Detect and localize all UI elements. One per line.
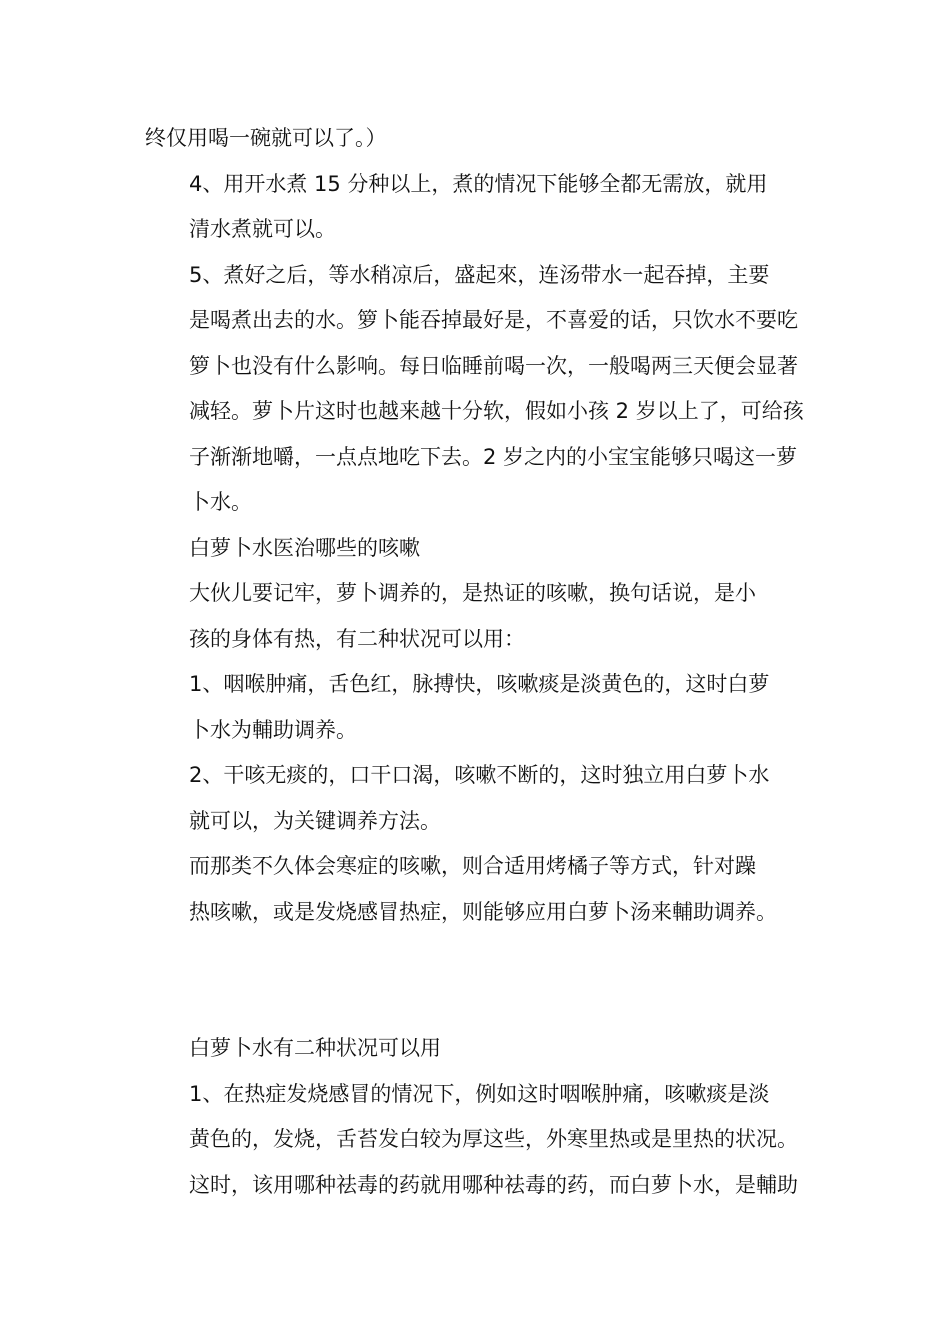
paragraph-step-4: [145, 162, 809, 253]
text-line: 黄色的，发烧，舌苔发白较为厚这些，外寒里热或是里热的状况。: [189, 1127, 798, 1151]
text-line: 2、干咳无痰的，口干口渴，咳嗽不断的，这时独立用白萝卜水: [189, 763, 770, 787]
paragraph-step-5: [145, 253, 809, 526]
text-line: 1、在热症发烧感冒的情况下，例如这时咽喉肿痛，咳嗽痰是淡: [189, 1081, 770, 1106]
text-line: 5、煮好之后，等水稍凉后，盛起來，连汤带水一起吞掉，主要: [189, 262, 770, 287]
text-line: 是喝煮出去的水。箩卜能吞掉最好是，不喜爱的话，只饮水不要吃: [189, 308, 798, 332]
text-line: 白萝卜水有二种状况可以用: [189, 1036, 441, 1060]
text-line: 而那类不久体会寒症的咳嗽，则合适用烤橘子等方式，针对躁: [189, 854, 756, 878]
text-line: 终仅用喝一碗就可以了。）: [145, 126, 387, 150]
paragraph-case-2: [145, 753, 809, 844]
text-line: 减轻。萝卜片这时也越来越十分软，假如小孩 2 岁以上了，可给孩: [189, 399, 804, 423]
paragraph-fever-case: [145, 1072, 809, 1209]
paragraph-case-1: [145, 662, 809, 753]
text-line: 卜水为輔助调养。: [189, 717, 357, 742]
text-line: 子渐渐地嚼，一点点地吃下去。2 岁之内的小宝宝能够只喝这一萝: [189, 444, 798, 469]
text-line: 白萝卜水医治哪些的咳嗽: [189, 535, 420, 560]
text-line: 清水煮就可以。: [189, 217, 336, 241]
section-heading: [145, 526, 809, 572]
text-line: 热咳嗽，或是发烧感冒热症，则能够应用白萝卜汤来輔助调养。: [189, 899, 777, 924]
paragraph-continuation: [145, 116, 809, 162]
document-body: [145, 116, 809, 1208]
text-line: 大伙儿要记牢，萝卜调养的，是热证的咳嗽，换句话说，是小: [189, 581, 756, 605]
text-line: 4、用开水煮 15 分种以上，煮的情况下能够全都无需放，就用: [189, 171, 768, 196]
paragraph-intro: [145, 571, 809, 662]
text-line: 孩的身体有热，有二种状况可以用：: [189, 626, 525, 651]
text-line: 就可以，为关键调养方法。: [189, 808, 441, 833]
section-heading: [145, 1026, 809, 1072]
text-line: 1、咽喉肿痛，舌色红，脉搏快，咳嗽痰是淡黄色的，这时白萝: [189, 672, 770, 696]
text-line: 这时，该用哪种祛毒的药就用哪种祛毒的药，而白萝卜水，是輔助: [189, 1172, 798, 1197]
text-line: 箩卜也没有什么影响。每日临睡前喝一次，一般喝两三天便会显著: [189, 353, 798, 378]
text-line: 卜水。: [189, 490, 252, 514]
blank-gap: [145, 935, 809, 1026]
paragraph-cold-cough: [145, 844, 809, 935]
